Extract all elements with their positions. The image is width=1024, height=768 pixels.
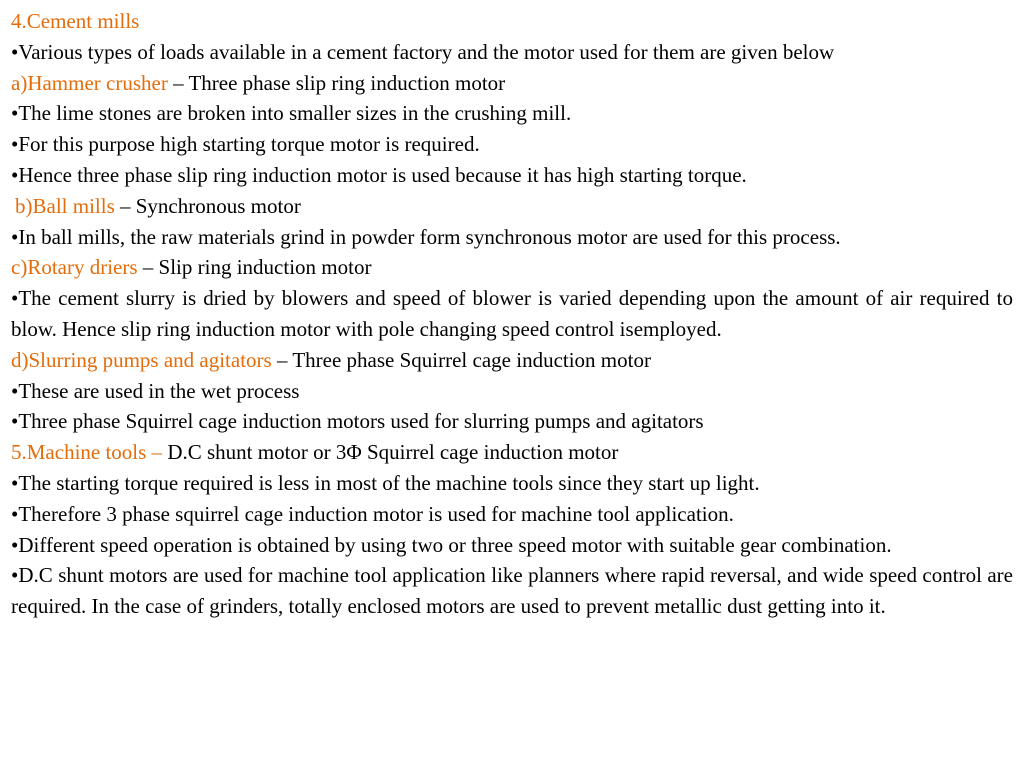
bullet-slip-ring-reason: •Hence three phase slip ring induction motor is used because it has high starting torque. — [11, 162, 747, 187]
slurring-pumps-label: d)Slurring pumps and agitators — [11, 347, 272, 372]
machine-tools-label: 5.Machine tools – — [11, 440, 168, 465]
bullet-ball-mills: •In ball mills, the raw materials grind in powder form synchronous motor are used for this process. — [11, 224, 841, 249]
slurring-pumps-motor: – Three phase Squirrel cage induction motor — [271, 347, 651, 372]
ball-mills-motor: – Synchronous motor — [114, 193, 301, 218]
bullet-high-torque: •For this purpose high starting torque motor is required. — [11, 132, 480, 157]
bullet-lime-stones: •The lime stones are broken into smaller sizes in the crushing mill. — [11, 101, 572, 126]
heading-machine-tools — [11, 437, 1013, 468]
rotary-driers-motor: – Slip ring induction motor — [137, 255, 372, 280]
bullet-machine-tool-application: •Therefore 3 phase squirrel cage induction motor is used for machine tool application. — [11, 501, 734, 526]
rotary-driers-label: c)Rotary driers — [11, 255, 138, 280]
subheading-rotary-driers — [11, 252, 1013, 283]
bullet-starting-torque: •The starting torque required is less in most of the machine tools since they start up light. — [11, 470, 760, 495]
bullet-speed-operation: •Different speed operation is obtained by using two or three speed motor with suitable gear combination. — [11, 532, 892, 557]
subheading-ball-mills — [11, 191, 1013, 222]
subheading-slurring-pumps — [11, 345, 1013, 376]
paragraph-intro: •Various types of loads available in a cement factory and the motor used for them are given below — [11, 39, 835, 64]
bullet-dc-shunt-motors: •D.C shunt motors are used for machine tool application like planners where rapid reversal, and wide speed control are required. In the case of grinders, totally enclosed motors are used to prevent metallic dust getting into it. — [11, 563, 1013, 619]
ball-mills-label: b)Ball mills — [15, 193, 115, 218]
heading-cement-mills: 4.Cement mills — [11, 9, 140, 33]
hammer-crusher-motor: – Three phase slip ring induction motor — [167, 70, 506, 95]
bullet-wet-process: •These are used in the wet process — [11, 378, 300, 403]
bullet-squirrel-cage-pumps: •Three phase Squirrel cage induction motors used for slurring pumps and agitators — [11, 409, 704, 434]
hammer-crusher-label: a)Hammer crusher — [11, 70, 168, 95]
bullet-cement-slurry: •The cement slurry is dried by blowers and speed of blower is varied depending upon the amount of air required to blow. Hence slip ring induction motor with pole changing speed control isemployed. — [11, 286, 1013, 341]
subheading-hammer-crusher — [11, 68, 1013, 99]
machine-tools-motor: D.C shunt motor or 3Φ Squirrel cage induction motor — [167, 440, 619, 465]
